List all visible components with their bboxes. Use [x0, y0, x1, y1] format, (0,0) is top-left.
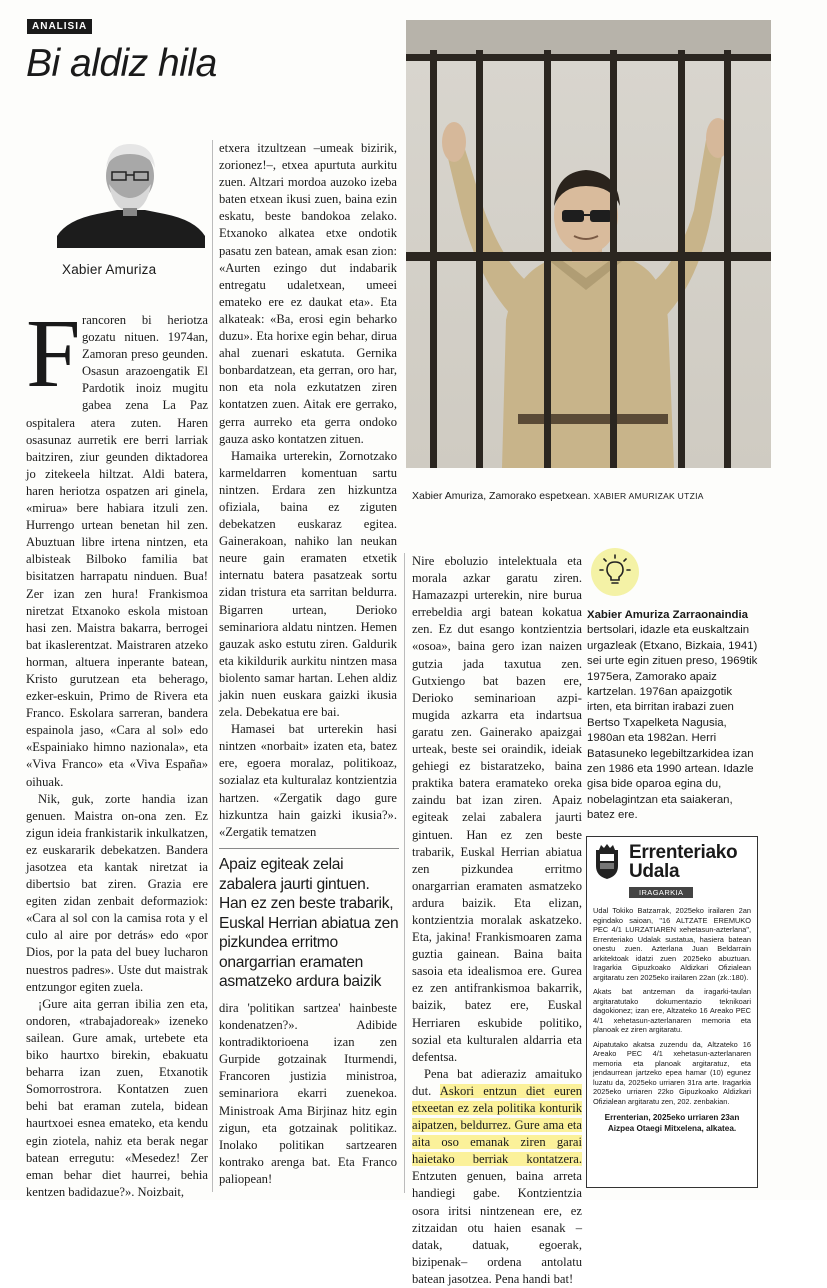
- column-divider: [404, 553, 405, 1193]
- paragraph: Nire eboluzio intelektuala eta morala azkar garatu ziren. Hamazazpi urterekin, nire burua errebeldia argi batean kokatua zen. Ez dut esango kontzientzia «osoa», baina gero izan naizen gutzia jada taxutua zen. Gutxiengo bat bazen ere, Derioko seminarioan azpi-mugida azkarra eta indartsua garatu zen. Gainerako apaizgai urteak, beste sei oraindik, ideiak gehiegi ez bistaratzeko, baina praktika batera eramateko oreka zaindu bat izan ziren. Apaiz egiteak zelai zabalera jaurti gintuen. Han ez zen beste trabarik, Euskal Herrian abiatua zen pizkundea erritmo onargarrian eramaten asmatzeko ardura baizik. Eta elizan, kontzientzia moralak askatzeko. Eta, jakina! Frankismoaren zama guztia gainean. Baina baita sasoia eta idealismoa ere. Gurea ez zen antifrankismoa bakarrik, baizik, batez ere, Euskal Herriaren eskubide politiko, sozial eta kulturalen aldarria eta defentsa.: [412, 554, 582, 1064]
- notice-signer: Aizpea Otaegi Mitxelena, alkatea.: [607, 1124, 737, 1133]
- text-run: Pena bat adieraziz amaituko dut.: [412, 1066, 582, 1098]
- notice-date: Errenterian, 2025eko urriaren 23an: [604, 1113, 740, 1122]
- column-divider: [212, 140, 213, 1192]
- headline: Bi aldiz hila: [26, 42, 217, 85]
- byline: Xabier Amuriza: [62, 262, 157, 277]
- paragraph: [412, 1066, 582, 1288]
- article-column-3: [412, 553, 582, 1286]
- notice-paragraph: Aipatutako akatsa zuzendu da, Altzateko 16 Areako PEC 4/1 xehetasun-azterlanaren memoria eta planoak argitaratuz, eta jendaurrean jartzeko epea hamar (10) egunez luzatu da, 2025eko urriaren 31ra arte. Iragarkia 2025eko urriaren 22ko Gipuzkoako Aldizkari Ofizialean argitaratu zen, 202. zenbakian.: [593, 1039, 751, 1106]
- municipal-notice: [586, 836, 758, 1188]
- text-run: Entzuten genuen, baina arreta handiegi gabe. Kontzientzia osora iritsi nintzenean ere, ez zitzaidan otu haien esanak –datak, datuak, egoerak, bizipenak– ordena antolatu batean jasotzea. Pena handi bat!: [412, 1169, 582, 1286]
- bio-text: bertsolari, idazle eta euskaltzain urgazleak (Etxano, Bizkaia, 1941) sei urte egin zituen preso, 1969tik 1975era, Zamorako apaiz kartzelan. 1976an apaizgotik irten, eta birritan irabazi zuen Bertso Txapelketa Nagusia, 1980an eta 1982an. Herri Batasuneko legebiltzarkidea izan zen 1986 eta 1990 artean. Idazle gisa bide oparoa egina du, nobelagintzan eta saiakeran, batez ere.: [587, 624, 758, 822]
- notice-paragraph: Akats bat antzeman da iragarki-taulan argitaratutako dokumentazio teknikoari dagokionez; izan ere, Altzateko 16 Areako PEC 4/1 xehetasun-azterlanaren memoria eta planoak ez ziren argitaratu.: [593, 987, 751, 1034]
- pull-quote: Apaiz egiteak zelai zabalera jaurti gintuen. Han ez zen beste trabarik, Euskal Herrian abiatua zen pizkundea erritmo onargarrian eramaten asmatzeko ardura baizik: [219, 848, 399, 992]
- paragraph: rancoren bi heriotza gozatu nituen. 1974an, Zamoran preso geunden. Osasun arazoengatik El Pardotik inoiz mugitu gabea zena La Paz ospitalera atera zuten. Haren osasunaz aurretik ere berri larriak baitziren, ziur geunden diktadorea jo zitekeela hiltzat. Aldi batera, haren heriotza ospatzen ari ginela, «mirua» bere habiara itzuli zen. Hurrengo urtean benetan hil zen. Abuztuan libre irtena nintzen, eta albisteak Bilboko familia bat bisitatzen harrapatu ninduen. Bua! Zer izan zen hura! Frankismoa niretzat Etxanoko eskola mistoan hasi zen. Maistra bakarra, berrogei bat ikaslerentzat. Maistraren atzeko horman, altuera inperante batean, Kristo gurutzean eta beherago, ezker-eskuin, Primo de Rivera eta Franco. Eskolara sarreran, bandera espainola jaso, «Cara al sol» edo «Espainiako himno nazionala», eta «Viva Franco» eta «Viva España» oihuak.: [26, 313, 208, 789]
- article-column-1: [26, 300, 208, 1199]
- prison-photo: [406, 20, 771, 468]
- notice-paragraph: Udal Tokiko Batzarrak, 2025eko irailaren 2an egindako saioan, "16 ALTZATE EREMUKO PEC 4/1 LURZATIAREN xehetasun-azterlana", Errenteriako Udalak sustatua, hasiera batean onestu zuen. Azterlana Juan Beldarrain arkitektoak idatzi zuen 2025eko abuztuan. Iragarkia Gipuzkoako Aldizkari Ofizialean argitaratu zen 2025eko irailaren 22an (zk.:180).: [593, 906, 751, 982]
- drop-cap: F: [26, 300, 81, 408]
- photo-credit: XABIER AMURIZAK UTZIA: [593, 491, 704, 501]
- notice-title-line: Udala: [629, 861, 680, 882]
- author-bio: [587, 608, 759, 824]
- author-portrait: [57, 140, 205, 248]
- notice-header: [593, 843, 751, 881]
- notice-title-line: Errenteriako: [629, 842, 738, 863]
- notice-body: [593, 906, 751, 1106]
- article-column-2-continued: [219, 1000, 397, 1192]
- paragraph: Hamaika urterekin, Zornotzako karmeldarren komentuan sartu nintzen. Erdara zen hizkuntza ofiziala, baina ez ziguten debekatzen euskaraz egitea. Gainerakoan, nahiko lan neukan neure gain eramaten etxetik internatu batera pasatzeak sortu zidan tristura eta sarritan beldurra. Bigarren urtean, Derioko seminariora aldatu nintzen. Hemen gauzak asko estutu ziren. Galdurik eta kikildurik aurkitu nintzen masa biolento samar hartan. Lehen aldiz jakin nuen euskara gaizki ikusia zela. Debekatua ere bai.: [219, 448, 397, 720]
- section-tag: ANALISIA: [27, 19, 92, 34]
- paragraph: ¡Gure aita gerran ibilia zen eta, ondoren, «trabajadoreak» izeneko sailean. Gure amak, urtebete eta biko haurtxo birekin, ebakuatu beharra izan zuen, Etxanotik Somorrostrora. Kontatzen zuen behi bat eraman zutela, bidean haurtxoei esnea emateko, eta kendu egin ziotela, nahiz eta berak negar batean erregutu: «Mesedez! Zer eman behar diet haurrei, behia kentzen badidazue?». Noizbait,: [26, 996, 208, 1199]
- highlighted-text: Askori entzun diet euren etxeetan ez zela politika konturik aipatzen, beldurrez. Gure ama eta aita oso emanak ziren garai haietako berriak kontatzera.: [412, 1083, 582, 1167]
- caption-text: Xabier Amuriza, Zamorako espetxean.: [412, 490, 591, 502]
- notice-title: [629, 843, 737, 881]
- paragraph: etxera itzultzean –umeak bizirik, zorionez!–, etxea apurtuta aurkitu zuen. Altzari mordoa auzoko izeba baten etxean ikusi zuen, baina ezin eskatu, beste bandokoa zelako. Etxanoko alkatea etxe ondotik pasatu zen batean, amak esan zion: «Aurten ezingo dut indabarik entregatu udaletxean, umeei emateko ere ez daukat eta». Eta alkateak: «Ba, erosi egin beharko duzu». Eta horixe egin behar, dirua ahal zuenari eskatuta. Gernika bonbardatzean, eta gerran, oro har, non eta nola ezkutatzen ziren kontatzen zuen. Aitak ere gerrako, gerra aurreko eta gerra ondoko gauza asko kontatzen zituen.: [219, 141, 397, 446]
- lightbulb-icon: [591, 548, 639, 596]
- notice-tag: IRAGARKIA: [629, 887, 693, 898]
- bio-name: Xabier Amuriza Zarraonaindia: [587, 609, 748, 621]
- paragraph: Nik, guk, zorte handia izan genuen. Maistra on-ona zen. Ez zigun ideia frankistarik inkulkatzen, ez euskararik debekatzen. Bandera jasotzea eta kantak niretzat ia dibertsio bat ziren. Grazia ere egiten zidan zenbait deformaziok: «Cara al sol con la camisa rota y el culo al aire por detrás» edo «por Dios, por la pata del buey lucharon nuestros padres». Uste dut maistrak entzungor egiten zuela.: [26, 791, 208, 994]
- paragraph: Hamasei bat urterekin hasi nintzen «norbait» izaten eta, batez ere, egoera moralaz, politikoaz, sozialaz eta kulturalaz kontzientzia hartzen. «Zergatik dago gure hizkuntza hain gaizki ikusia?». «Zergatik tematzen: [219, 722, 397, 839]
- coat-of-arms-icon: [593, 844, 621, 880]
- article-column-2: [219, 140, 397, 839]
- photo-caption: [412, 490, 704, 502]
- notice-signature: [593, 1112, 751, 1134]
- paragraph: dira 'politikan sartzea' hainbeste kondenatzen?». Adibide kontradiktorioena izan zen Gurpide gotzainak Iturmendi, Francoren justizia ministroa, seminariora ekarri zuenekoa. Ministroak Ama Birjinaz hitz egin zigun, eta gotzainak politikaz. Inolako politikan sartzearen kontrako arenga bat. Eta Franco paliopean!: [219, 1001, 397, 1186]
